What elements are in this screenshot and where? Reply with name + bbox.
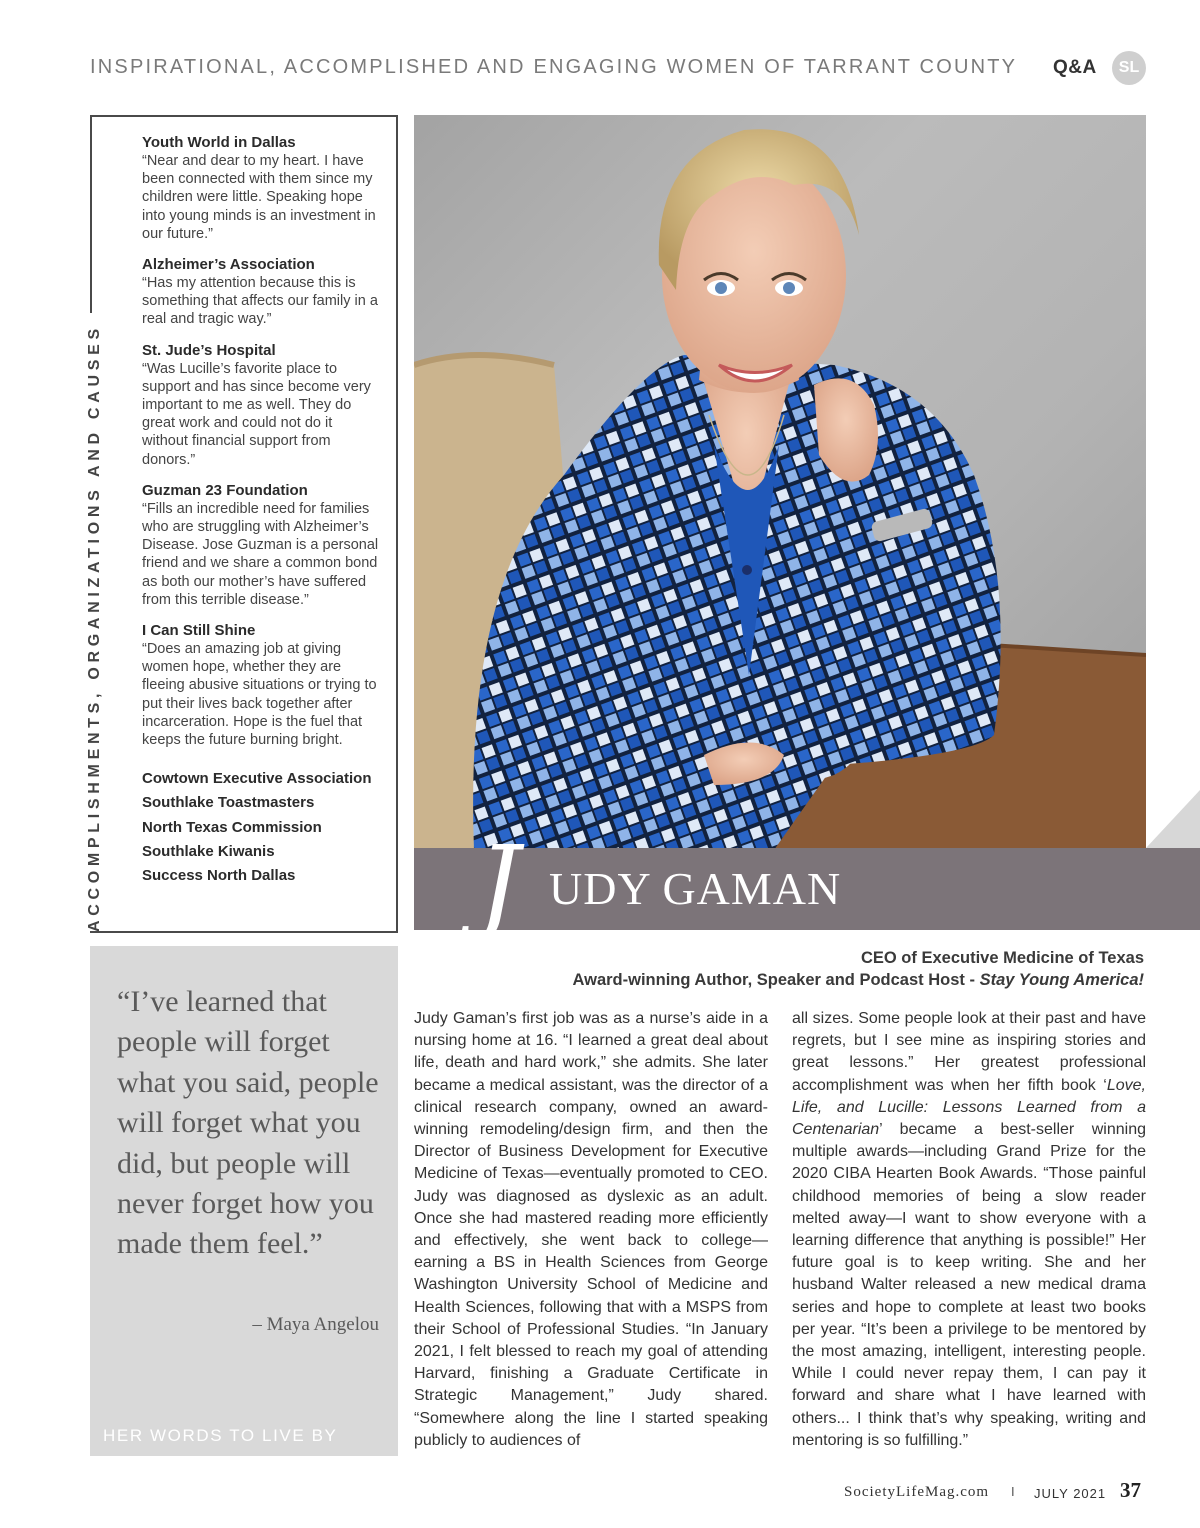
role-line-1: CEO of Executive Medicine of Texas [860, 949, 1144, 967]
org-entry [142, 481, 382, 609]
name-initial: J [478, 823, 520, 945]
section-label: Q&A [1053, 57, 1097, 78]
org-entry [142, 133, 382, 243]
org-quote: “Fills an incredible need for families who are struggling with Alzheimer’s Disease. Jose Guzman is a personal friend and we share a common bond as both our mother’s have suffered from this terrible disease.” [142, 500, 379, 608]
org-entry [142, 255, 382, 329]
article-column-2 [792, 1008, 1146, 1452]
role-line-2-prefix: Award-winning Author, Speaker and Podcast Host - [572, 971, 980, 989]
podcast-title: Stay Young America! [979, 971, 1144, 989]
org-quote: “Was Lucille’s favorite place to support and has since become very important to me as well. They do great work and could not do it without financial support from donors.” [142, 360, 371, 468]
org-entry [142, 341, 382, 469]
book-title: Love, Life, and Lucille: Lessons Learned from a Centenarian [792, 1076, 1146, 1139]
org-list [142, 767, 382, 888]
org-quote: “Near and dear to my heart. I have been connected with them since my children were little. Speaking hope into young minds is an investment in our future.” [142, 153, 376, 242]
org-name: Youth World in Dallas [142, 134, 296, 151]
portrait-photo [414, 115, 1146, 850]
sidebar-vertical-label: ACCOMPLISHMENTS, ORGANIZATIONS AND CAUSES [86, 324, 103, 932]
sidebar-frame-left-rule [90, 115, 92, 313]
org-entry [142, 621, 382, 749]
org-list-item: Southlake Kiwanis [142, 842, 275, 860]
sidebar-content [142, 133, 382, 888]
footer-issue-date: JULY 2021 [1034, 1486, 1107, 1501]
article-text: ’ became a best-seller winning multiple awards—including Grand Prize for the 2020 CIBA Hearten Book Awards. “Those painful childhood memories of being a slow reader melted away—I want to show everyone with a learning difference that anything is possible!” Her future goal is to keep writing. She and her husband Walter released a new medical drama series and hope to complete at least two books per year. “It’s been a privilege to be mentored by the most amazing, intelligent, interesting people. While I could never repay them, I can pay it forward and share what I have learned with others... I think that’s why speaking, writing and mentoring is so fulfilling.” [792, 1121, 1146, 1449]
org-list-item: Southlake Toastmasters [142, 794, 315, 812]
portrait-illustration [414, 115, 1146, 850]
article-column-1: Judy Gaman’s first job was as a nurse’s aide in a nursing home at 16. “I learned a great deal about life, death and hard work,” she admits. She later became a medical assistant, was the director of a clinical research company, owned an award-winning remodeling/design firm, and then the Director of Business Development for Executive Medicine of Texas—eventually promoted to CEO. Judy was diagnosed as dyslexic as an adult. Once she had mastered reading more efficiently and effectively, she went back to college—earning a BS in Health Sciences from George Washington University School of Medicine and Health Sciences, following that with a MSPS from their School of Professional Studies. “In January 2021, I felt blessed to reach my goal of attending Harvard, finishing a Graduate Certificate in Strategic Management,” Judy shared. “Somewhere along the line I started speaking publicly to audiences of [414, 1010, 768, 1449]
org-quote: “Does an amazing job at giving women hope, whether they are fleeing abusive situations or trying to put their lives back together after incarceration. Hope is the fuel that keeps the future burning bright. [142, 641, 377, 749]
footer-separator: I [1011, 1484, 1015, 1499]
decorative-corner [1146, 790, 1200, 848]
name-title: UDY GAMAN [549, 863, 842, 914]
pull-quote-author: – Maya Angelou [252, 1314, 379, 1335]
org-name: Guzman 23 Foundation [142, 481, 308, 499]
page-number: 37 [1120, 1478, 1141, 1502]
org-name: I Can Still Shine [142, 622, 256, 640]
pull-quote-text: “I’ve learned that people will forget what you said, people will forget what you did, but people will never forget how you made them feel.” [117, 985, 379, 1261]
footer-website: SocietyLifeMag.com [844, 1484, 990, 1500]
role-line-2 [573, 971, 1145, 990]
org-list-item: Success North Dallas [142, 867, 296, 885]
org-name: Alzheimer’s Association [142, 256, 315, 274]
org-list-item: North Texas Commission [142, 818, 322, 836]
org-list-item: Cowtown Executive Association [142, 770, 372, 788]
org-name: St. Jude’s Hospital [142, 341, 276, 359]
magazine-logo-icon: SL [1112, 51, 1146, 85]
article-text: all sizes. Some people look at their past and have regrets, but I see mine as inspiring stories and great lessons.” Her greatest professional accomplishment was when her fifth book ‘ [792, 1010, 1146, 1094]
running-header: INSPIRATIONAL, ACCOMPLISHED AND ENGAGING WOMEN OF TARRANT COUNTY [90, 56, 1018, 78]
org-quote: “Has my attention because this is something that affects our family in a real and tragic way.” [142, 275, 378, 328]
pull-quote-label: HER WORDS TO LIVE BY [103, 1426, 338, 1445]
